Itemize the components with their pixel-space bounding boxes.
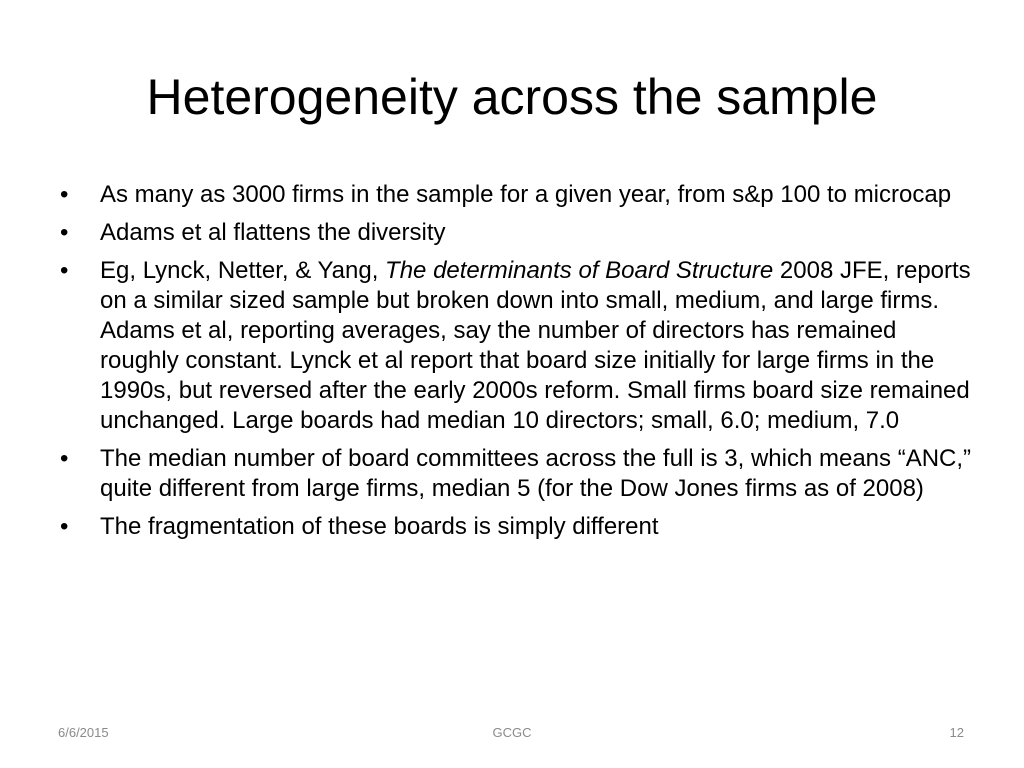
footer-label: GCGC bbox=[492, 725, 532, 740]
bullet-icon: • bbox=[60, 445, 69, 472]
bullet-text-suffix: 2008 JFE, reports on a similar sized sample but broken down into small, medium, and large firms. Adams et al, reporting averages, say the number of directors has remained roughly constant. Lynck et al report that board size initially for large firms in the 1990s, but reversed after the early 2000s reform. Small firms board size remained unchanged. Large boards had median 10 directors; small, 6.0; medium, 7.0 bbox=[100, 257, 971, 434]
bullet-icon: • bbox=[60, 257, 69, 284]
footer-page-number: 12 bbox=[949, 725, 964, 740]
bullet-text: The median number of board committees across the full is 3, which means “ANC,” quite different from large firms, median 5 (for the Dow Jones firms as of 2008) bbox=[100, 445, 972, 502]
slide-title: Heterogeneity across the sample bbox=[146, 69, 878, 125]
bullet-item-1 bbox=[56, 180, 976, 210]
bullet-text: The fragmentation of these boards is simply different bbox=[100, 513, 659, 540]
bullet-icon: • bbox=[60, 219, 69, 246]
bullet-item-2 bbox=[56, 218, 976, 248]
bullet-list bbox=[56, 180, 976, 550]
bullet-text: Adams et al flattens the diversity bbox=[100, 219, 446, 246]
footer-date: 6/6/2015 bbox=[58, 725, 109, 740]
bullet-item-4 bbox=[56, 444, 976, 504]
bullet-icon: • bbox=[60, 181, 69, 208]
bullet-text: As many as 3000 firms in the sample for a given year, from s&p 100 to microcap bbox=[100, 181, 952, 208]
bullet-item-5 bbox=[56, 512, 976, 542]
bullet-item-3 bbox=[56, 256, 976, 436]
bullet-text-prefix: Eg, Lynck, Netter, & Yang, bbox=[100, 257, 386, 284]
bullet-icon: • bbox=[60, 513, 69, 540]
paper-title: The determinants of Board Structure bbox=[385, 257, 774, 284]
